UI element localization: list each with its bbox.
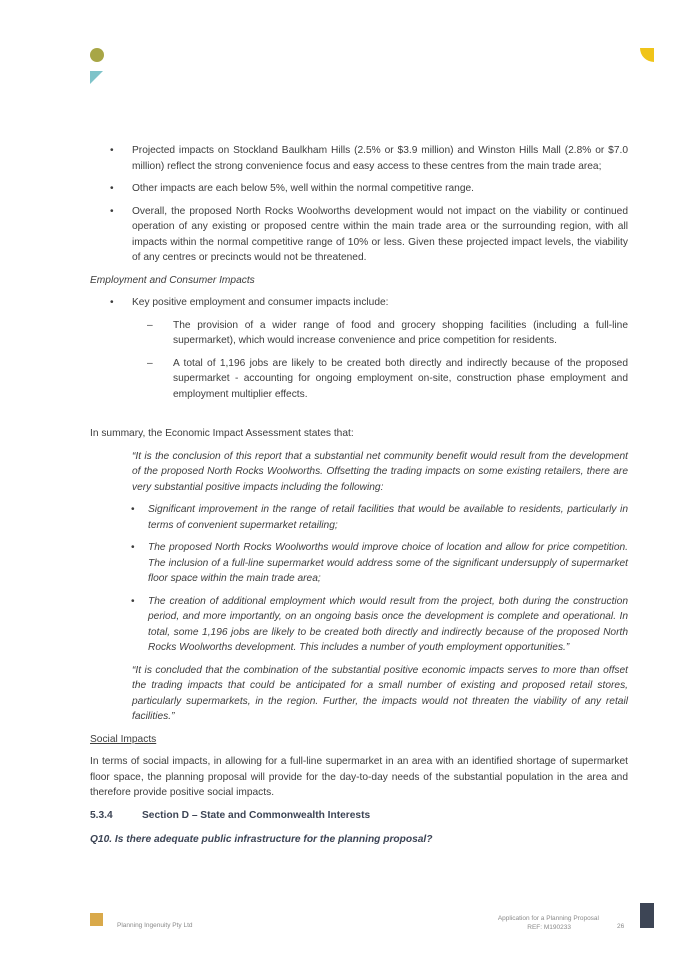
employment-bullet [90, 295, 628, 311]
footer-company: Planning Ingenuity Pty Ltd [117, 922, 193, 929]
quote-bullet-text: The creation of additional employment which would result from the project, both during the construction period, and more importantly, on an ongoing basis once the development is complete and operational. In total, some 1,196 jobs are likely to be created both directly and indirectly because of the proposed North Rocks Woolworths development. This includes a number of youth employment opportunities.” [148, 595, 628, 653]
page-number: 26 [617, 923, 625, 930]
quote-bullet-text: The proposed North Rocks Woolworths would improve choice of location and allow for price competition. The inclusion of a full-line supermarket would address some of the significant undersupply of supermarket floor space within the main trade area; [148, 542, 628, 584]
question-heading: Q10. Is there adequate public infrastructure for the planning proposal? [90, 834, 433, 845]
decor-teal-triangle [90, 71, 103, 84]
employment-bullet-text: Key positive employment and consumer impacts include: [132, 297, 389, 308]
footer-logo-square [90, 913, 103, 926]
quote-bullet [90, 540, 628, 587]
bullet-marker: • [131, 542, 135, 553]
social-text: In terms of social impacts, in allowing for a full-line supermarket in an area with an identified shortage of supermarket floor space, the planning proposal will provide for the day-to-day needs of the substantial population in the area and therefore provide positive social impacts. [90, 756, 628, 798]
dash-marker: – [147, 319, 153, 331]
section-heading [90, 808, 628, 824]
dash-marker: – [147, 357, 153, 369]
impact-bullet [90, 204, 628, 266]
bullet-marker: • [110, 145, 114, 156]
bullet-marker: • [110, 297, 114, 308]
decor-yellow-quarter-circle [640, 48, 654, 62]
bullet-marker: • [131, 504, 135, 515]
summary-quote-1: “It is the conclusion of this report that a substantial net community benefit would result from the development of the proposed North Rocks Woolworths. Offsetting the trading impacts on some existing retailers, there are very substantial positive impacts including the following: [132, 450, 628, 493]
employment-dash-text: A total of 1,196 jobs are likely to be created both directly and indirectly because of the proposed supermarket - accounting for ongoing employment on-site, construction phase employment and employment multiplier effects. [173, 357, 628, 400]
quote-bullet-text: Significant improvement in the range of retail facilities that would be available to residents, particularly in terms of convenient supermarket retailing; [148, 504, 628, 531]
summary-intro: In summary, the Economic Impact Assessment states that: [90, 428, 354, 439]
employment-dash-item [90, 318, 628, 349]
footer-bar [640, 903, 654, 928]
impact-bullet-text: Projected impacts on Stockland Baulkham Hills (2.5% or $3.9 million) and Winston Hills Mall (2.8% or $7.0 million) reflect the strong convenience focus and easy access to these centres from the main trade area; [132, 145, 628, 172]
summary-quote-2: “It is concluded that the combination of the substantial positive economic impacts serves to more than offset the trading impacts that could be anticipated for a small number of existing and proposed retail stores, particularly supermarkets, in the region. Further, the impacts would not threaten the viability of any retail facilities.” [132, 664, 628, 722]
employment-dash-item [90, 356, 628, 403]
quote-bullet [90, 502, 628, 533]
employment-dash-text: The provision of a wider range of food and grocery shopping facilities (including a full-line supermarket), which would increase convenience and price competition for residents. [173, 319, 628, 346]
impact-bullet-text: Other impacts are each below 5%, well within the normal competitive range. [132, 183, 475, 194]
social-heading: Social Impacts [90, 733, 157, 745]
decor-olive-circle [90, 48, 104, 62]
quote-bullet [90, 594, 628, 656]
section-title: Section D – State and Commonwealth Interests [142, 809, 371, 821]
employment-heading: Employment and Consumer Impacts [90, 274, 255, 286]
footer-doc-title: Application for a Planning Proposal [497, 915, 599, 922]
impact-bullet [90, 143, 628, 174]
impact-bullet [90, 181, 628, 197]
footer-doc-info [498, 914, 599, 932]
bullet-marker: • [110, 205, 114, 217]
bullet-marker: • [110, 183, 114, 194]
impact-bullet-text: Overall, the proposed North Rocks Woolworths development would not impact on the viability or continued operation of any existing or proposed centre within the main trade area or the surrounding region, with all impacts within the normal competitive range of 10% or less. Given these projected impact levels, the viability of any centres or precincts would not be threatened. [132, 205, 628, 263]
section-number: 5.3.4 [90, 809, 113, 821]
page-body [90, 143, 628, 848]
footer-ref: REF: M190233 [527, 924, 571, 931]
bullet-marker: • [131, 595, 135, 607]
